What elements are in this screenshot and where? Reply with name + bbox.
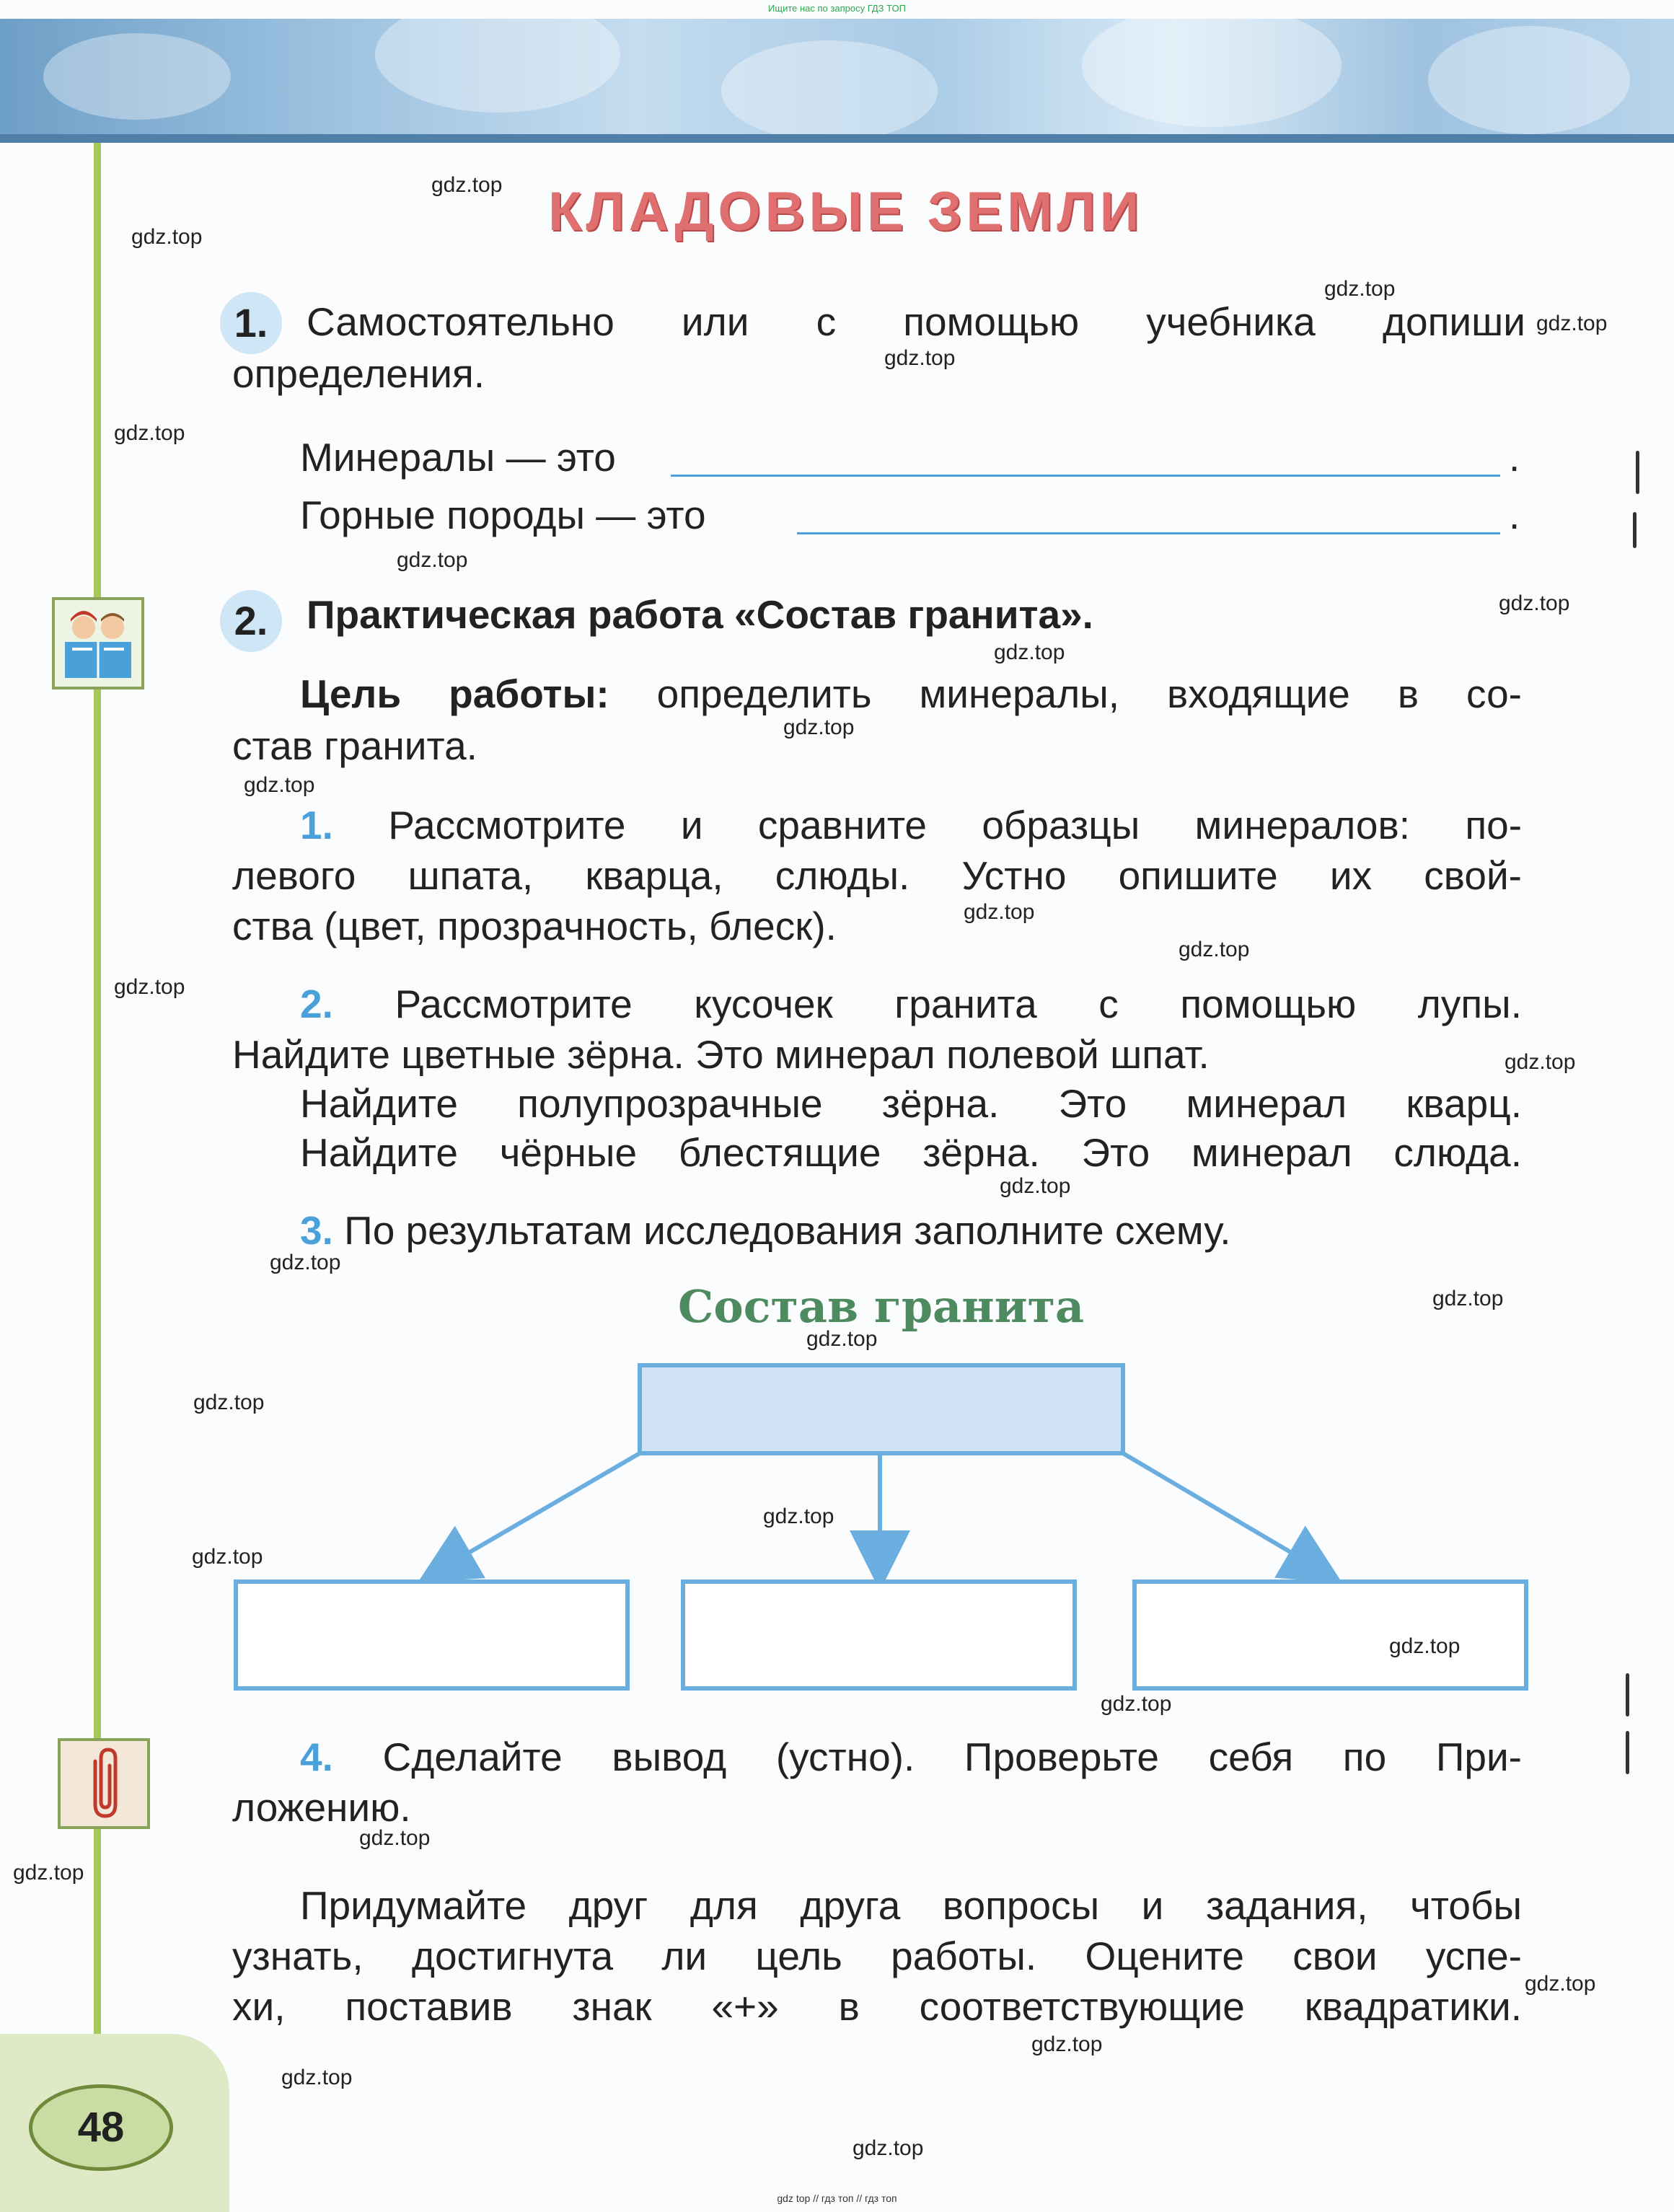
step-2-text1: Рассмотрите кусочек гранита с помощью лупы. (395, 982, 1522, 1026)
task-1-number: 1. (220, 292, 282, 354)
minerals-label: Минералы — это (300, 435, 616, 480)
header-note: Ищите нас по запросу ГДЗ ТОП (768, 3, 906, 14)
watermark: gdz.top (281, 2066, 353, 2089)
rocks-answer-line[interactable] (797, 532, 1500, 534)
scheme-arrow-right (1123, 1453, 1327, 1574)
pen-mark (1626, 1673, 1629, 1717)
rocks-period: . (1509, 493, 1520, 537)
watermark: gdz.top (1101, 1692, 1172, 1716)
task-2-heading: Практическая работа «Состав гранита». (307, 592, 1093, 637)
scheme-top-box[interactable] (640, 1365, 1123, 1453)
step-2-number: 2. (300, 982, 333, 1026)
final-line1: Придумайте друг для друга вопросы и задания, чтобы (300, 1883, 1522, 1928)
watermark: gdz.top (270, 1251, 341, 1274)
step-1-line3: ства (цвет, прозрачность, блеск). (232, 904, 837, 948)
step-4-text1: Сделайте вывод (устно). Проверьте себя по При- (382, 1735, 1522, 1779)
step-1-line1 (300, 801, 1522, 850)
watermark: gdz.top (244, 773, 315, 797)
watermark: gdz.top (193, 1391, 265, 1414)
step-2-line4: Найдите чёрные блестящие зёрна. Это минерал слюда. (300, 1130, 1522, 1175)
goal-line2: став гранита. (232, 723, 477, 768)
watermark: gdz.top (1432, 1287, 1504, 1310)
pen-mark (1636, 451, 1639, 494)
watermark: gdz.top (1536, 312, 1608, 335)
granite-scheme (216, 1341, 1543, 1702)
watermark: gdz.top (1389, 1634, 1461, 1658)
minerals-period: . (1509, 435, 1520, 480)
step-2-line1 (300, 979, 1522, 1028)
watermark: gdz.top (13, 1861, 84, 1885)
header-banner (0, 19, 1674, 134)
step-3-number: 3. (300, 1208, 333, 1253)
minerals-answer-line[interactable] (671, 475, 1500, 477)
watermark: gdz.top (359, 1826, 431, 1850)
goal-text1: определить минералы, входящие в со- (656, 671, 1523, 716)
step-4-line1 (300, 1732, 1522, 1781)
watermark: gdz.top (1525, 1972, 1596, 1996)
rocks-label: Горные породы — это (300, 493, 706, 537)
step-4-line2: ложению. (232, 1785, 411, 1830)
task-1-line1: Самостоятельно или с помощью учебника допиши (307, 299, 1525, 344)
watermark: gdz.top (131, 225, 203, 249)
task-1-line2: определения. (232, 351, 485, 396)
watermark: gdz.top (1179, 938, 1250, 961)
watermark: gdz.top (783, 715, 855, 739)
step-2-line2: Найдите цветные зёрна. Это минерал полевой шпат. (232, 1032, 1210, 1077)
scheme-arrow-left (433, 1453, 640, 1574)
page-number: 48 (29, 2084, 173, 2171)
watermark: gdz.top (994, 640, 1065, 664)
step-4-number: 4. (300, 1735, 333, 1779)
watermark: gdz.top (431, 173, 503, 197)
scheme-box-right[interactable] (1135, 1582, 1526, 1688)
step-2-line3: Найдите полупрозрачные зёрна. Это минерал кварц. (300, 1081, 1522, 1126)
footer-note: gdz top // гдз топ // гдз топ (777, 2193, 897, 2204)
watermark: gdz.top (1499, 591, 1570, 615)
banner-stripe (0, 134, 1674, 143)
step-1-line2: левого шпата, кварца, слюды. Устно опишите их свой- (232, 853, 1522, 898)
reading-children-icon (52, 597, 144, 689)
final-line3: хи, поставив знак «+» в соответствующие квадратики. (232, 1984, 1522, 2029)
watermark: gdz.top (806, 1327, 878, 1351)
watermark: gdz.top (763, 1504, 834, 1528)
watermark: gdz.top (853, 2136, 924, 2160)
step-1-text1: Рассмотрите и сравните образцы минералов: по- (388, 803, 1523, 847)
goal-line1 (300, 669, 1522, 718)
paperclip-icon (58, 1738, 150, 1829)
task-2-number: 2. (220, 590, 282, 652)
scheme-box-middle[interactable] (683, 1582, 1075, 1688)
watermark: gdz.top (1505, 1050, 1576, 1074)
scheme-title: Состав гранита (678, 1280, 1085, 1333)
pen-mark (1633, 512, 1636, 548)
watermark: gdz.top (1324, 277, 1396, 301)
watermark: gdz.top (114, 421, 185, 445)
goal-label: Цель работы: (300, 671, 609, 716)
step-3-text: По результатам исследования заполните схему. (344, 1208, 1231, 1253)
watermark: gdz.top (114, 975, 185, 999)
watermark: gdz.top (192, 1545, 263, 1569)
pen-mark (1626, 1731, 1629, 1774)
final-line2: узнать, достигнута ли цель работы. Оцените свои успе- (232, 1934, 1522, 1978)
watermark: gdz.top (964, 900, 1035, 924)
step-3-line (300, 1206, 1231, 1255)
watermark: gdz.top (1031, 2032, 1103, 2056)
scheme-box-left[interactable] (236, 1582, 627, 1688)
watermark: gdz.top (884, 346, 956, 370)
watermark: gdz.top (397, 548, 468, 572)
page-title: КЛАДОВЫЕ ЗЕМЛИ (548, 181, 1144, 242)
watermark: gdz.top (1000, 1174, 1071, 1198)
step-1-number: 1. (300, 803, 333, 847)
